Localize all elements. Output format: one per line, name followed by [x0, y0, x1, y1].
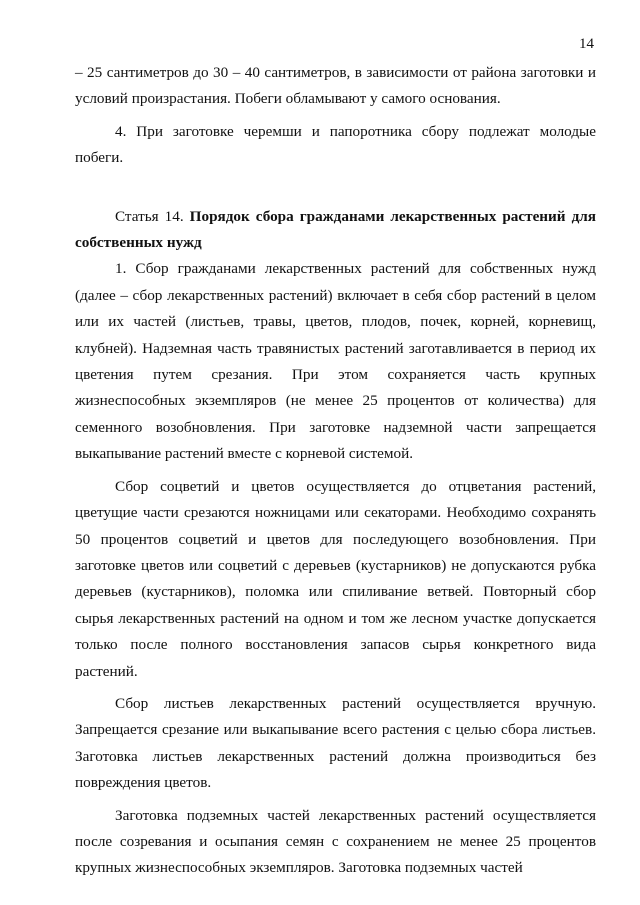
paragraph-underground-parts: Заготовка подземных частей лекарственных растений осуществляется после созревания и осыпания семян с сохранением не менее 25 процентов крупных жизнеспособных экземпляров. Заготовка подземных частей — [75, 806, 596, 877]
page-number: 14 — [579, 36, 594, 52]
document-body — [75, 60, 596, 882]
paragraph-item-4: 4. При заготовке черемши и папоротника сбору подлежат молодые побеги. — [75, 122, 596, 167]
paragraph-leaves: Сбор листьев лекарственных растений осуществляется вручную. Запрещается срезание или выкапывание всего растения с целью сбора листьев. Заготовка листьев лекарственных растений должна производиться без повреждения цветов. — [75, 694, 596, 792]
paragraph-item-1: 1. Сбор гражданами лекарственных растений для собственных нужд (далее – сбор лекарственных растений) включает в себя сбор растений в целом или их частей (листьев, травы, цветов, плодов, почек, корней, корневищ, клубней). Надземная часть травянистых растений заготавливается в период их цветения путем срезания. При этом сохраняется часть крупных жизнеспособных экземпляров (не менее 25 процентов от количества) для семенного возобновления. При заготовке надземной части запрещается выкапывание растений вместе с корневой системой. — [75, 260, 596, 463]
paragraph-flowers: Сбор соцветий и цветов осуществляется до отцветания растений, цветущие части срезаются ножницами или секаторами. Необходимо сохранять 50 процентов соцветий и цветов для последующего возобновления. При заготовке цветов или соцветий с деревьев (кустарников) не допускаются рубка деревьев (кустарников), поломка или спиливание ветвей. Повторный сбор сырья лекарственных растений на одном и том же лесном участке допускается только после полного восстановления запасов сырья конкретного вида растений. — [75, 477, 596, 680]
paragraph-continuation: – 25 сантиметров до 30 – 40 сантиметров, в зависимости от района заготовки и условий произрастания. Побеги обламывают у самого основания. — [75, 64, 596, 108]
article-number: Статья 14. — [115, 207, 190, 225]
article-heading — [75, 204, 596, 257]
article-title: Порядок сбора гражданами лекарственных растений для собственных нужд — [75, 207, 596, 252]
